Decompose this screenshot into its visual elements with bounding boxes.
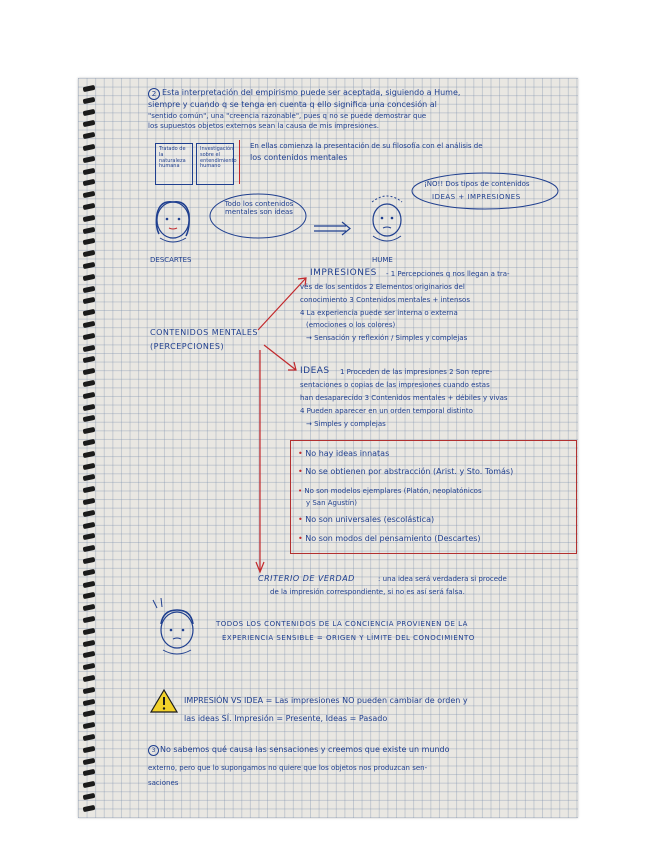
descartes-speech: Todo los contenidos mentales son ideas bbox=[224, 200, 294, 217]
books-note-line-1: En ellas comienza la presentación de su filosofía con el análisis de bbox=[250, 142, 483, 150]
intro-line-1: Esta interpretación del empirismo puede ser aceptada, siguiendo a Hume, bbox=[162, 88, 461, 97]
impresiones-line-4: 4 La experiencia puede ser interna o externa bbox=[300, 309, 458, 317]
descartes-label: DESCARTES bbox=[150, 256, 192, 264]
hume-speech-line-2: IDEAS + IMPRESIONES bbox=[432, 193, 521, 201]
criterio-title: CRITERIO DE VERDAD bbox=[258, 574, 355, 583]
ideas-line-4: 4 Pueden aparecer en un orden temporal distinto bbox=[300, 407, 473, 415]
hume-label: HUME bbox=[372, 256, 393, 264]
box-item-3: • No son modelos ejemplares (Platón, neoplatónicos bbox=[298, 487, 482, 495]
final-line-2: externo, pero que lo supongamos no quiere que los objetos nos produzcan sen- bbox=[148, 764, 428, 772]
ideas-line-2: sentaciones o copias de las impresiones cuando estas bbox=[300, 381, 490, 389]
warning-line-1: IMPRESIÓN VS IDEA = Las impresiones NO pueden cambiar de orden y bbox=[184, 696, 468, 705]
conclusion-line-2: EXPERIENCIA SENSIBLE = ORIGEN Y LÍMITE DEL CONOCIMIENTO bbox=[222, 634, 475, 642]
impresiones-line-1: - 1 Percepciones q nos llegan a tra- bbox=[386, 270, 510, 278]
box-item-5: • No son modos del pensamiento (Descartes) bbox=[298, 534, 481, 543]
criterio-line-2: de la impresión correspondiente, si no es así será falsa. bbox=[270, 588, 465, 596]
box-item-2: • No se obtienen por abstracción (Arist. y Sto. Tomás) bbox=[298, 467, 514, 476]
contenidos-subtitle: (PERCEPCIONES) bbox=[150, 342, 225, 351]
impresiones-line-5: (emociones o los colores) bbox=[306, 321, 396, 329]
warning-icon bbox=[150, 688, 178, 714]
impresiones-line-2: vés de los sentidos 2 Elementos originarios del bbox=[300, 283, 465, 291]
intro-line-3: "sentido común", una "creencia razonable", pues q no se puede demostrar que bbox=[148, 112, 427, 120]
contenidos-title: CONTENIDOS MENTALES bbox=[150, 328, 258, 337]
box-item-3b: y San Agustín) bbox=[306, 499, 357, 507]
impresiones-line-3: conocimiento 3 Contenidos mentales + intensos bbox=[300, 296, 470, 304]
book-title-1: Tratado de la naturaleza humana bbox=[159, 146, 186, 170]
box-item-1: • No hay ideas innatas bbox=[298, 449, 390, 458]
ideas-line-3: han desaparecido 3 Contenidos mentales + débiles y vivas bbox=[300, 394, 508, 402]
impresiones-title: IMPRESIONES bbox=[310, 268, 377, 278]
ideas-line-1: 1 Proceden de las impresiones 2 Son repre- bbox=[340, 368, 493, 376]
warning-line-2: las ideas SÍ. Impresión = Presente, Ideas = Pasado bbox=[184, 714, 388, 723]
intro-line-2: siempre y cuando q se tenga en cuenta q ello significa una concesión al bbox=[148, 100, 437, 109]
intro-number: 2 bbox=[148, 88, 160, 100]
final-number: 3 bbox=[148, 745, 159, 756]
hume-speech-line-1: ¡NO!! Dos tipos de contenidos bbox=[424, 180, 530, 188]
thinking-face-icon bbox=[145, 598, 205, 658]
impresiones-line-6: → Sensación y reflexión / Simples y complejas bbox=[306, 334, 468, 342]
ideas-title: IDEAS bbox=[300, 366, 330, 376]
ideas-line-5: → Simples y complejas bbox=[306, 420, 386, 428]
criterio-line-1: : una idea será verdadera si procede bbox=[378, 575, 507, 583]
intro-line-4: los supuestos objetos externos sean la causa de mis impresiones. bbox=[148, 122, 379, 130]
final-line-3: saciones bbox=[148, 779, 179, 787]
conclusion-line-1: TODOS LOS CONTENIDOS DE LA CONCIENCIA PROVIENEN DE LA bbox=[216, 620, 468, 628]
box-item-4: • No son universales (escolástica) bbox=[298, 515, 435, 524]
books-note-line-2: los contenidos mentales bbox=[250, 153, 348, 162]
book-title-2: Investigación sobre el entendimiento humano bbox=[200, 146, 237, 170]
final-line-1: No sabemos qué causa las sensaciones y creemos que existe un mundo bbox=[160, 745, 450, 754]
